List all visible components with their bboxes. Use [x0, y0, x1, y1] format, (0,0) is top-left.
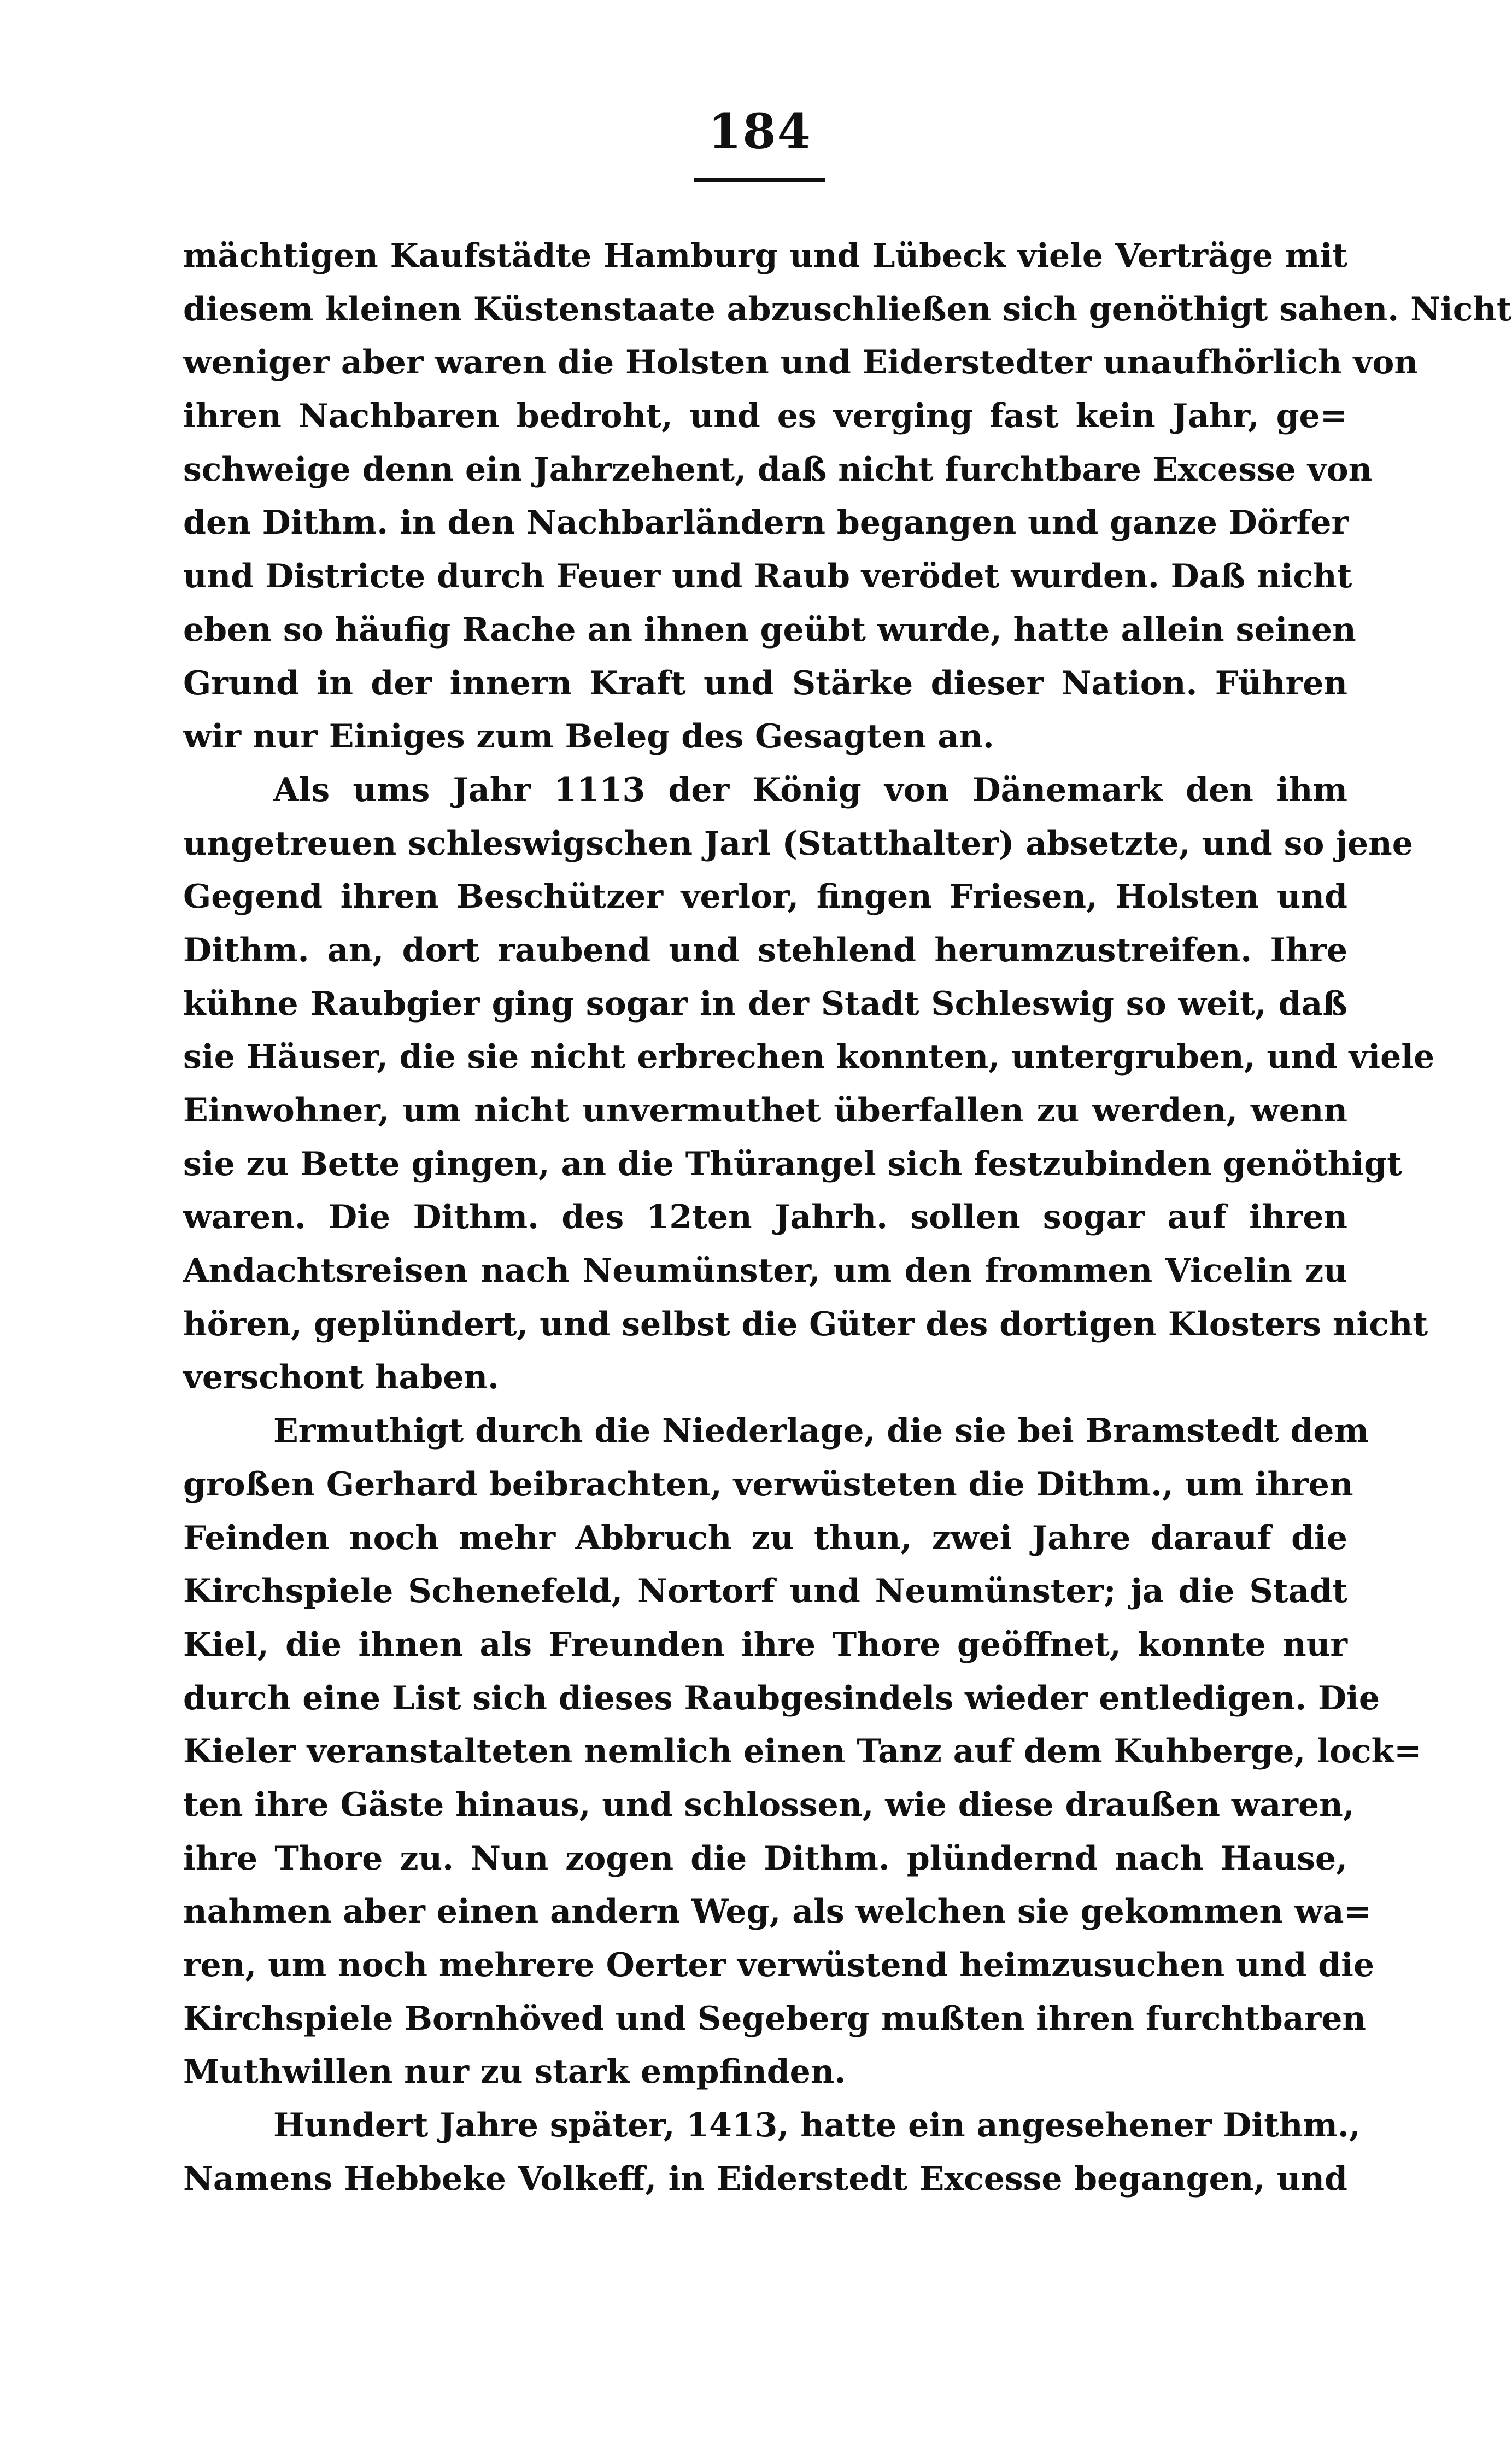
page-number-rule	[694, 178, 825, 182]
text-line: sie zu Bette gingen, an die Thürangel sich festzubinden genöthigt	[183, 1144, 1402, 1183]
text-line: ihre Thore zu. Nun zogen die Dithm. plündernd nach Hause,	[183, 1839, 1347, 1878]
text-line: durch eine List sich dieses Raubgesindels wieder entledigen. Die	[183, 1679, 1380, 1717]
body-text	[183, 230, 1512, 2206]
text-line: schweige denn ein Jahrzehent, daß nicht furchtbare Excesse von	[183, 450, 1373, 489]
text-line: weniger aber waren die Holsten und Eiderstedter unaufhörlich von	[183, 343, 1418, 382]
text-line: ten ihre Gäste hinaus, und schlossen, wie diese draußen waren,	[183, 1785, 1355, 1824]
page-number: 184	[708, 103, 812, 160]
text-line: eben so häufig Rache an ihnen geübt wurde, hatte allein seinen	[183, 610, 1356, 649]
text-line: Kiel, die ihnen als Freunden ihre Thore geöffnet, konnte nur	[183, 1625, 1347, 1664]
text-line: Grund in der innern Kraft und Stärke dieser Nation. Führen	[183, 664, 1347, 703]
text-line: Andachtsreisen nach Neumünster, um den frommen Vicelin zu	[183, 1252, 1347, 1290]
text-line: mächtigen Kaufstädte Hamburg und Lübeck viele Verträge mit	[183, 237, 1347, 275]
text-line: ren, um noch mehrere Oerter verwüstend heimzusuchen und die	[183, 1946, 1375, 1984]
text-line: ihren Nachbaren bedroht, und es verging fast kein Jahr, ge=	[183, 397, 1347, 436]
text-line: Dithm. an, dort raubend und stehlend herumzustreifen. Ihre	[183, 931, 1347, 969]
text-line: Kirchspiele Schenefeld, Nortorf und Neumünster; ja die Stadt	[183, 1572, 1347, 1611]
text-line: sie Häuser, die sie nicht erbrechen konnten, untergruben, und viele	[183, 1038, 1435, 1077]
text-line: waren. Die Dithm. des 12ten Jahrh. sollen sogar auf ihren	[183, 1198, 1347, 1237]
text-line: kühne Raubgier ging sogar in der Stadt Schleswig so weit, daß	[183, 984, 1347, 1023]
text-line: großen Gerhard beibrachten, verwüsteten die Dithm., um ihren	[183, 1465, 1353, 1504]
text-line: wir nur Einiges zum Beleg des Gesagten an.	[183, 717, 994, 756]
text-line: diesem kleinen Küstenstaate abzuschließen sich genöthigt sahen. Nicht	[183, 290, 1512, 329]
text-line: Ermuthigt durch die Niederlage, die sie bei Bramstedt dem	[273, 1412, 1369, 1451]
text-line: Kirchspiele Bornhöved und Segeberg mußten ihren furchtbaren	[183, 1999, 1367, 2038]
text-line: Als ums Jahr 1113 der König von Dänemark den ihm	[273, 770, 1347, 809]
text-line: nahmen aber einen andern Weg, als welchen sie gekommen wa=	[183, 1892, 1372, 1931]
text-line: den Dithm. in den Nachbarländern begangen und ganze Dörfer	[183, 504, 1349, 542]
text-line: ungetreuen schleswigschen Jarl (Statthalter) absetzte, und so jene	[183, 824, 1413, 863]
text-line: Muthwillen nur zu stark empfinden.	[183, 2053, 846, 2092]
text-line: Hundert Jahre später, 1413, hatte ein angesehener Dithm.,	[273, 2106, 1361, 2145]
text-line: hören, geplündert, und selbst die Güter des dortigen Klosters nicht	[183, 1305, 1428, 1343]
text-line: Gegend ihren Beschützer verlor, fingen Friesen, Holsten und	[183, 878, 1347, 916]
text-line: Feinden noch mehr Abbruch zu thun, zwei Jahre darauf die	[183, 1518, 1347, 1557]
text-line: und Districte durch Feuer und Raub verödet wurden. Daß nicht	[183, 557, 1352, 596]
text-line: Namens Hebbeke Volkeff, in Eiderstedt Excesse begangen, und	[183, 2159, 1347, 2198]
text-line: verschont haben.	[183, 1358, 499, 1397]
text-line: Kieler veranstalteten nemlich einen Tanz auf dem Kuhberge, lock=	[183, 1732, 1422, 1771]
text-line: Einwohner, um nicht unvermuthet überfallen zu werden, wenn	[183, 1091, 1347, 1130]
